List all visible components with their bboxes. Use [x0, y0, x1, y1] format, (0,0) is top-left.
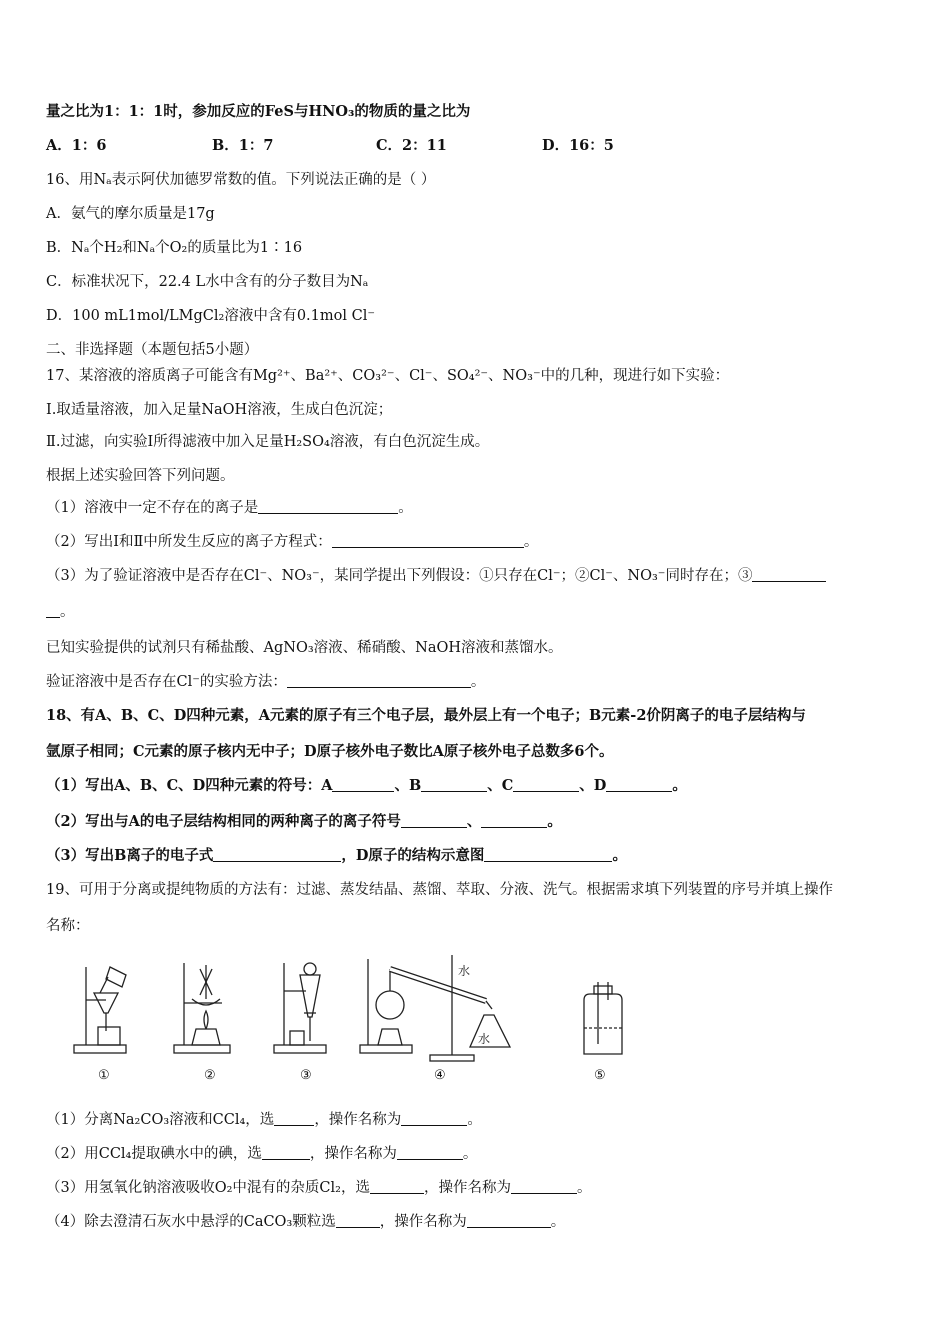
operation-name-label: ，操作名称为 — [379, 1214, 467, 1230]
gas-bottle-icon — [578, 982, 628, 1062]
q18-part-2-text: （2）写出与A的电子层结构相同的两种离子的离子符号 — [46, 813, 401, 830]
period: 。 — [523, 534, 539, 550]
section-heading: 二、非选择题（本题包括5小题） — [46, 342, 259, 358]
q18-part-2 — [46, 812, 910, 832]
apparatus-label-5: ⑤ — [594, 1068, 606, 1083]
q19-part-1 — [46, 1110, 910, 1130]
q19-part-2-text: （2）用CCl₄提取碘水中的碘，选 — [46, 1146, 262, 1162]
q17-reagents: 已知实验提供的试剂只有稀盐酸、AgNO₃溶液、稀硝酸、NaOH溶液和蒸馏水。 — [46, 640, 563, 656]
q19-part-3-text: （3）用氢氧化钠溶液吸收O₂中混有的杂质Cl₂，选 — [46, 1180, 370, 1196]
answer-blank[interactable] — [262, 1145, 310, 1160]
operation-name-label: ，操作名称为 — [423, 1180, 511, 1196]
q15-options — [46, 136, 910, 156]
q15-option-d: D．16：5 — [542, 137, 614, 154]
separatory-funnel-apparatus — [274, 963, 326, 1053]
operation-name-label: ，操作名称为 — [314, 1112, 402, 1128]
q18-label-c: 、C — [487, 777, 514, 794]
period: 。 — [612, 847, 627, 864]
q17-part-3-cont — [46, 602, 910, 622]
q17-part-2-text: （2）写出Ⅰ和Ⅱ中所发生反应的离子方程式： — [46, 534, 332, 550]
q19-part-4-text: （4）除去澄清石灰水中悬浮的CaCO₃颗粒选 — [46, 1214, 336, 1230]
q17-part-2 — [46, 532, 910, 552]
answer-blank[interactable] — [258, 499, 398, 514]
q18-part-3 — [46, 846, 910, 866]
period: 。 — [60, 604, 75, 620]
answer-blank[interactable] — [213, 847, 341, 862]
q15-option-b: B．1：7 — [212, 137, 274, 154]
answer-blank[interactable] — [397, 1145, 463, 1160]
q19-stem-1: 19、可用于分离或提纯物质的方法有：过滤、蒸发结晶、蒸馏、萃取、分液、洗气。根据需求填下列装置的序号并填上操作 — [46, 882, 833, 898]
period: 。 — [672, 777, 687, 794]
q15-option-a: A．1：6 — [46, 137, 107, 154]
period: 。 — [398, 500, 413, 516]
answer-blank[interactable] — [332, 777, 394, 792]
answer-blank[interactable] — [336, 1213, 380, 1228]
answer-blank[interactable] — [481, 813, 547, 828]
q18-stem-1: 18、有A、B、C、D四种元素，A元素的原子有三个电子层，最外层上有一个电子；B元素-2价阴离子的电子层结构与 — [46, 707, 806, 724]
q17-part-1 — [46, 498, 910, 518]
apparatus-figure — [66, 955, 546, 1085]
answer-blank[interactable] — [401, 813, 467, 828]
apparatus-label-2: ② — [204, 1068, 216, 1083]
answer-blank[interactable] — [287, 673, 471, 688]
answer-blank[interactable] — [511, 1179, 577, 1194]
q19-part-1-text: （1）分离Na₂CO₃溶液和CCl₄，选 — [46, 1112, 275, 1128]
answer-blank[interactable] — [401, 1111, 467, 1126]
apparatus-label-1: ① — [98, 1068, 110, 1083]
q17-part-3 — [46, 566, 910, 586]
apparatus-label-3: ③ — [300, 1068, 312, 1083]
q18-part-3-text: （3）写出B离子的电子式 — [46, 847, 214, 864]
q19-part-3 — [46, 1178, 910, 1198]
answer-blank[interactable] — [332, 533, 524, 548]
operation-name-label: ，操作名称为 — [309, 1146, 397, 1162]
q16-option-b: B．Nₐ个H₂和Nₐ个O₂的质量比为1∶16 — [46, 240, 303, 256]
answer-blank[interactable] — [467, 1213, 551, 1228]
period: 。 — [467, 1112, 482, 1128]
distillation-apparatus — [360, 955, 510, 1061]
q16-stem: 16、用Nₐ表示阿伏加德罗常数的值。下列说法正确的是（ ） — [46, 172, 436, 188]
q17-intro: 根据上述实验回答下列问题。 — [46, 468, 235, 484]
answer-blank[interactable] — [421, 777, 487, 792]
answer-blank[interactable] — [274, 1111, 314, 1126]
apparatus-label-4: ④ — [434, 1068, 446, 1083]
q16-option-d: D．100 mL1mol/LMgCl₂溶液中含有0.1mol Cl⁻ — [46, 308, 375, 324]
q18-part-3b-text: ，D原子的结构示意图 — [341, 847, 485, 864]
answer-blank[interactable] — [513, 777, 579, 792]
filtration-apparatus — [74, 967, 126, 1053]
water-label-bottom: 水 — [478, 1032, 491, 1046]
period: 。 — [462, 1146, 478, 1162]
q15-option-c: C．2：11 — [376, 137, 447, 154]
q17-method — [46, 672, 910, 692]
q17-stem: 17、某溶液的溶质离子可能含有Mg²⁺、Ba²⁺、CO₃²⁻、Cl⁻、SO₄²⁻、NO₃⁻中的几种，现进行如下实验： — [46, 368, 730, 384]
answer-blank[interactable] — [606, 777, 672, 792]
period: 。 — [550, 1214, 566, 1230]
q18-label-b: 、B — [394, 777, 422, 794]
period: 。 — [547, 813, 562, 830]
answer-blank[interactable] — [370, 1179, 424, 1194]
q17-part-1-text: （1）溶液中一定不存在的离子是 — [46, 500, 259, 516]
q19-stem-2: 名称： — [46, 918, 90, 934]
q17-experiment-2: Ⅱ.过滤，向实验Ⅰ所得滤液中加入足量H₂SO₄溶液，有白色沉淀生成。 — [46, 434, 490, 450]
period: 。 — [576, 1180, 592, 1196]
q19-part-4 — [46, 1212, 910, 1232]
answer-blank[interactable] — [484, 847, 612, 862]
q18-label-d: 、D — [579, 777, 607, 794]
q18-part-1 — [46, 776, 910, 796]
q18-part-1-text: （1）写出A、B、C、D四种元素的符号：A — [46, 777, 333, 794]
q15-tail: 量之比为1：1：1时，参加反应的FeS与HNO₃的物质的量之比为 — [46, 103, 471, 120]
q16-option-a: A．氨气的摩尔质量是17g — [46, 206, 215, 222]
separator: 、 — [466, 813, 482, 830]
water-label-top: 水 — [458, 964, 471, 978]
q19-part-2 — [46, 1144, 910, 1164]
period: 。 — [470, 674, 486, 690]
evaporation-apparatus — [174, 963, 230, 1053]
q16-option-c: C．标准状况下，22.4 L水中含有的分子数目为Nₐ — [46, 274, 369, 290]
q17-method-text: 验证溶液中是否存在Cl⁻的实验方法： — [46, 674, 287, 690]
q18-stem-2: 氩原子相同；C元素的原子核内无中子；D原子核外电子数比A原子核外电子总数多6个。 — [46, 743, 614, 760]
q17-experiment-1: Ⅰ.取适量溶液，加入足量NaOH溶液，生成白色沉淀； — [46, 402, 393, 418]
q17-part-3-text: （3）为了验证溶液中是否存在Cl⁻、NO₃⁻，某同学提出下列假设：①只存在Cl⁻；②Cl⁻、NO₃⁻同时存在；③ — [46, 568, 753, 584]
answer-blank[interactable] — [752, 567, 826, 582]
answer-blank[interactable] — [46, 603, 60, 618]
